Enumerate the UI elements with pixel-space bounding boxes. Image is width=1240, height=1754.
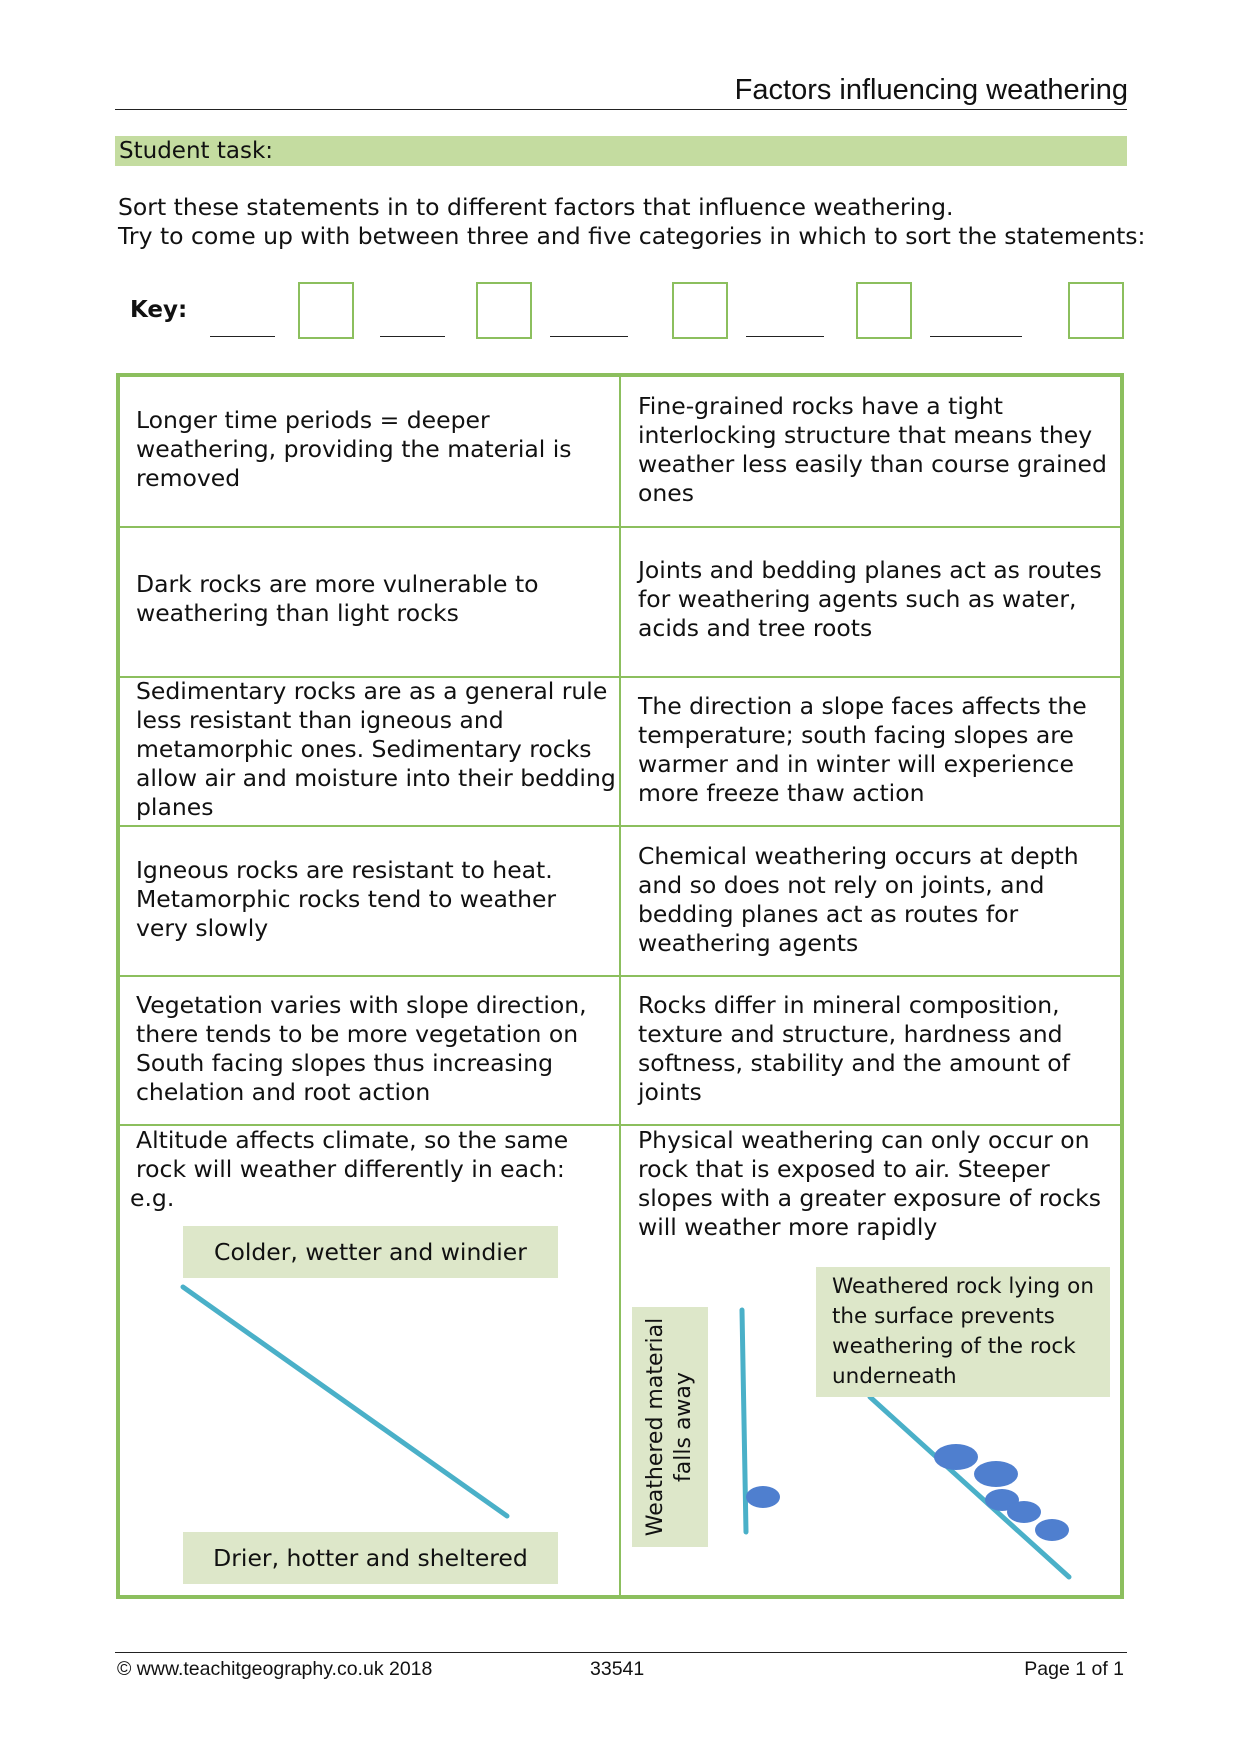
- surface-rock-icon: [1035, 1519, 1069, 1541]
- statement-card[interactable]: Igneous rocks are resistant to heat. Metamorphic rocks tend to weather very slowly: [136, 856, 557, 942]
- surface-rock-icon: [934, 1444, 978, 1470]
- statement-card[interactable]: Sedimentary rocks are as a general rule less resistant than igneous and metamorphic ones. Sedimentary rocks allow air and moisture into their bedding planes: [136, 677, 616, 821]
- statement-card[interactable]: Longer time periods = deeper weathering, providing the material is removed: [136, 406, 572, 492]
- statement-card-line[interactable]: Altitude affects climate, so the same: [136, 1126, 569, 1154]
- surface-rock-icon: [1007, 1501, 1041, 1523]
- falling-rock-icon: [746, 1486, 780, 1508]
- footer-divider: [115, 1652, 1127, 1653]
- altitude-top-label: Colder, wetter and windier: [183, 1226, 558, 1278]
- surface-rock-label: Weathered rock lying on the surface prevents weathering of the rock underneath: [816, 1267, 1110, 1397]
- statement-card[interactable]: Fine-grained rocks have a tight interlocking structure that means they weather less easily than course grained ones: [638, 392, 1107, 507]
- page-title: Factors influencing weathering: [734, 74, 1128, 106]
- copyright-text: © www.teachitgeography.co.uk 2018: [117, 1658, 433, 1680]
- steep-slope-line: [742, 1310, 746, 1532]
- statement-card-line[interactable]: e.g.: [130, 1184, 175, 1212]
- page-number: Page 1 of 1: [1024, 1658, 1124, 1680]
- key-label: Key:: [130, 297, 188, 323]
- statement-card[interactable]: Rocks differ in mineral composition, texture and structure, hardness and softness, stability and the amount of joints: [638, 991, 1070, 1106]
- altitude-slope-line: [183, 1287, 507, 1516]
- statement-card[interactable]: Chemical weathering occurs at depth and so does not rely on joints, and bedding planes act as routes for weathering agents: [638, 842, 1079, 957]
- statement-card[interactable]: Dark rocks are more vulnerable to weathering than light rocks: [136, 570, 539, 627]
- statement-card[interactable]: Joints and bedding planes act as routes for weathering agents such as water, acids and tree roots: [638, 556, 1102, 642]
- task-label: Student task:: [119, 138, 274, 164]
- resource-code: 33541: [590, 1658, 645, 1680]
- gentle-slope-line: [870, 1397, 1069, 1577]
- surface-rock-icon: [974, 1461, 1018, 1487]
- statement-card[interactable]: Vegetation varies with slope direction, there tends to be more vegetation on South facing slopes thus increasing chelation and root action: [136, 991, 587, 1106]
- statement-card[interactable]: The direction a slope faces affects the temperature; south facing slopes are warmer and in winter will experience more freeze thaw action: [638, 692, 1087, 807]
- statement-card[interactable]: Physical weathering can only occur on rock that is exposed to air. Steeper slopes with a greater exposure of rocks will weather more rapidly: [638, 1126, 1102, 1241]
- instruction-line-2: Try to come up with between three and five categories in which to sort the statements:: [118, 222, 1146, 250]
- altitude-bottom-label: Drier, hotter and sheltered: [183, 1532, 558, 1584]
- falls-away-label-box: [632, 1307, 708, 1547]
- falls-away-label: Weathered material falls away: [643, 1317, 696, 1537]
- instruction-line-1: Sort these statements in to different factors that influence weathering.: [118, 193, 954, 221]
- statement-card-line[interactable]: rock will weather differently in each:: [136, 1155, 565, 1183]
